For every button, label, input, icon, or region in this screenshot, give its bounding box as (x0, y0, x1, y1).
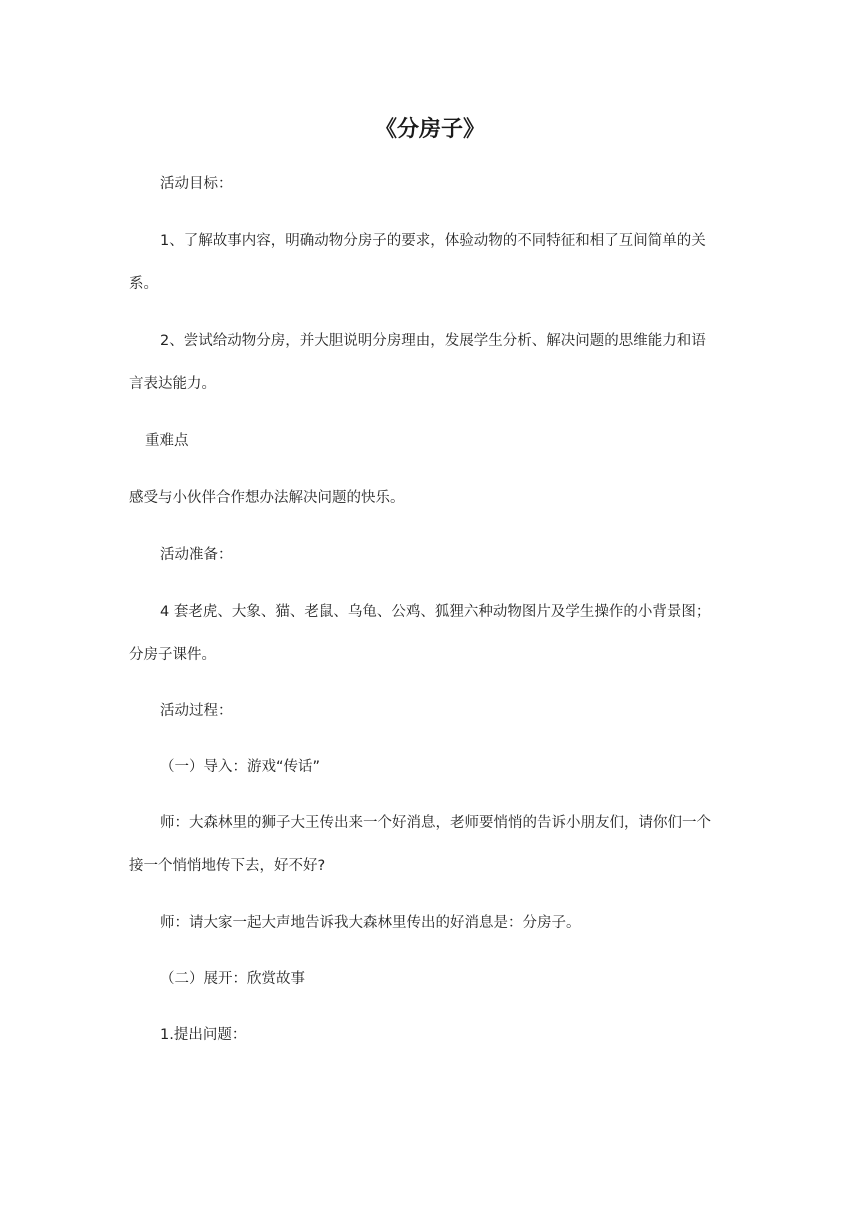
process-step-1-heading: （一）导入：游戏“传话” (160, 759, 321, 775)
goal-2-line-1: 2、尝试给动物分房，并大胆说明分房理由，发展学生分析、解决问题的思维能力和语 (160, 333, 706, 349)
goal-1-line-2: 系。 (129, 276, 158, 292)
goal-2-line-2: 言表达能力。 (129, 376, 216, 392)
goal-1-line-1: 1、了解故事内容，明确动物分房子的要求，体验动物的不同特征和相了互间简单的关 (160, 233, 706, 249)
section-heading-key-points: 重难点 (145, 433, 189, 449)
section-heading-goals: 活动目标： (160, 176, 233, 192)
teacher-line-1b: 接一个悄悄地传下去，好不好? (129, 858, 326, 874)
document-title: 《分房子》 (374, 117, 485, 142)
section-heading-process: 活动过程： (160, 703, 233, 719)
teacher-line-1a: 师：大森林里的狮子大王传出来一个好消息，老师要悄悄的告诉小朋友们，请你们一个 (160, 815, 711, 831)
section-heading-preparation: 活动准备： (160, 547, 233, 563)
preparation-line-1: 4 套老虎、大象、猫、老鼠、乌龟、公鸡、狐狸六种动物图片及学生操作的小背景图； (160, 604, 711, 620)
process-step-2-heading: （二）展开：欣赏故事 (160, 971, 305, 987)
preparation-line-2: 分房子课件。 (129, 647, 216, 663)
key-points-text: 感受与小伙伴合作想办法解决问题的快乐。 (129, 490, 405, 506)
teacher-line-2: 师：请大家一起大声地告诉我大森林里传出的好消息是：分房子。 (160, 915, 581, 931)
sub-step-1-heading: 1.提出问题： (160, 1027, 247, 1043)
